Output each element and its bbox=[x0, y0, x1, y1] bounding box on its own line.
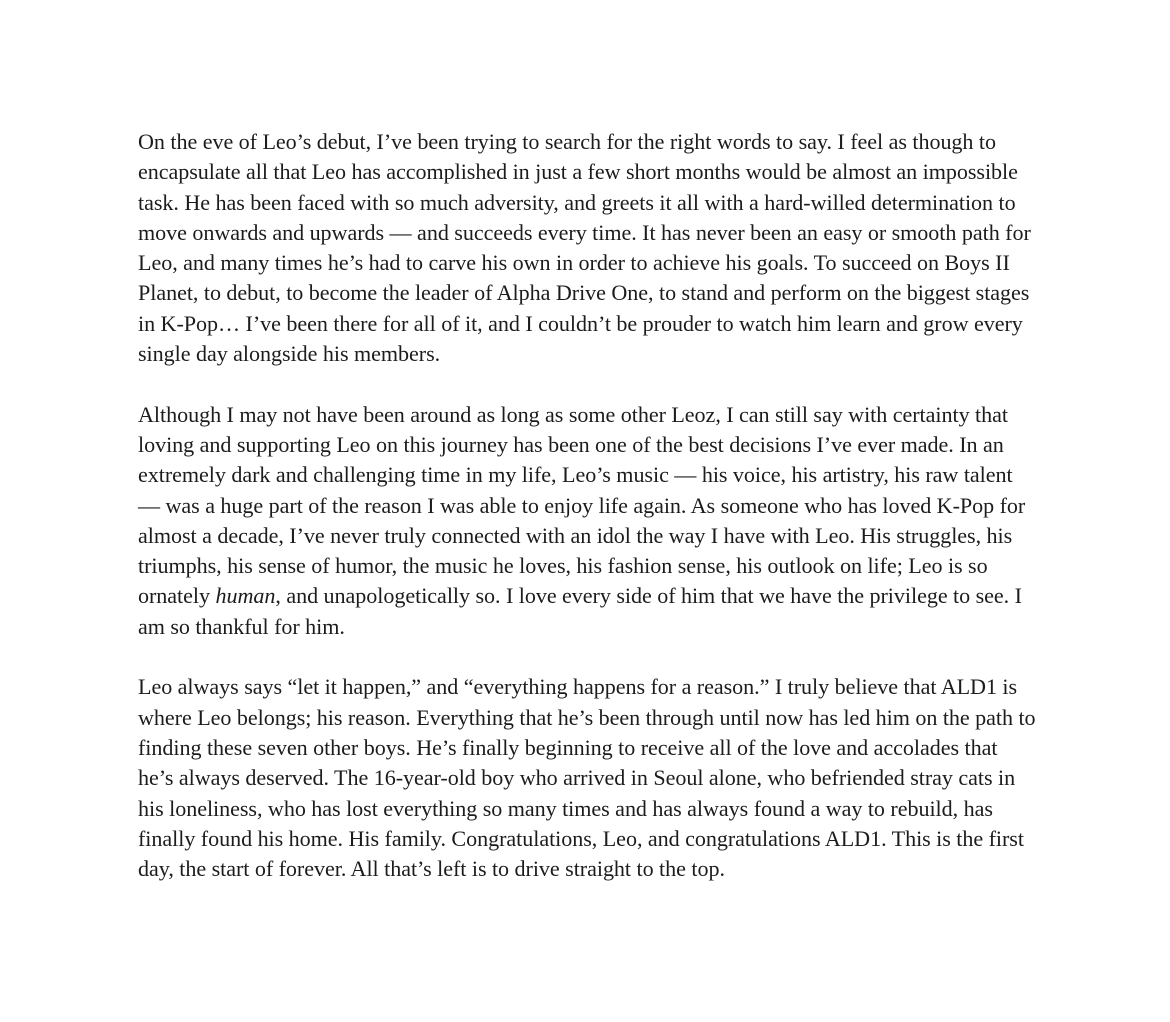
paragraph-2-emphasis: human bbox=[215, 583, 276, 609]
paragraph-2-text-after: , and unapologetically so. I love every side of him that we have the privilege to see. I am so thankful for him. bbox=[138, 583, 1022, 639]
paragraph-2 bbox=[138, 400, 1038, 642]
document-body bbox=[138, 127, 1038, 884]
paragraph-3: Leo always says “let it happen,” and “everything happens for a reason.” I truly believe that ALD1 is where Leo belongs; his reason. Everything that he’s been through until now has led him on the path to finding these seven other boys. He’s finally beginning to receive all of the love and accolades that he’s always deserved. The 16-year-old boy who arrived in Seoul alone, who befriended stray cats in his loneliness, who has lost everything so many times and has always found a way to rebuild, has finally found his home. His family. Congratulations, Leo, and congratulations ALD1. This is the first day, the start of forever. All that’s left is to drive straight to the top. bbox=[138, 674, 1036, 882]
paragraph-2-text-before: Although I may not have been around as long as some other Leoz, I can still say with certainty that loving and supporting Leo on this journey has been one of the best decisions I’ve ever made. In an extremely dark and challenging time in my life, Leo’s music — his voice, his artistry, his raw talent — was a huge part of the reason I was able to enjoy life again. As someone who has loved K-Pop for almost a decade, I’ve never truly connected with an idol the way I have with Leo. His struggles, his triumphs, his sense of humor, the music he loves, his fashion sense, his outlook on life; Leo is so ornately bbox=[138, 401, 1026, 609]
paragraph-1: On the eve of Leo’s debut, I’ve been trying to search for the right words to say. I feel as though to encapsulate all that Leo has accomplished in just a few short months would be almost an impossible task. He has been faced with so much adversity, and greets it all with a hard-willed determination to move onwards and upwards — and succeeds every time. It has never been an easy or smooth path for Leo, and many times he’s had to carve his own in order to achieve his goals. To succeed on Boys II Planet, to debut, to become the leader of Alpha Drive One, to stand and perform on the biggest stages in K-Pop… I’ve been there for all of it, and I couldn’t be prouder to watch him learn and grow every single day alongside his members. bbox=[138, 129, 1031, 367]
